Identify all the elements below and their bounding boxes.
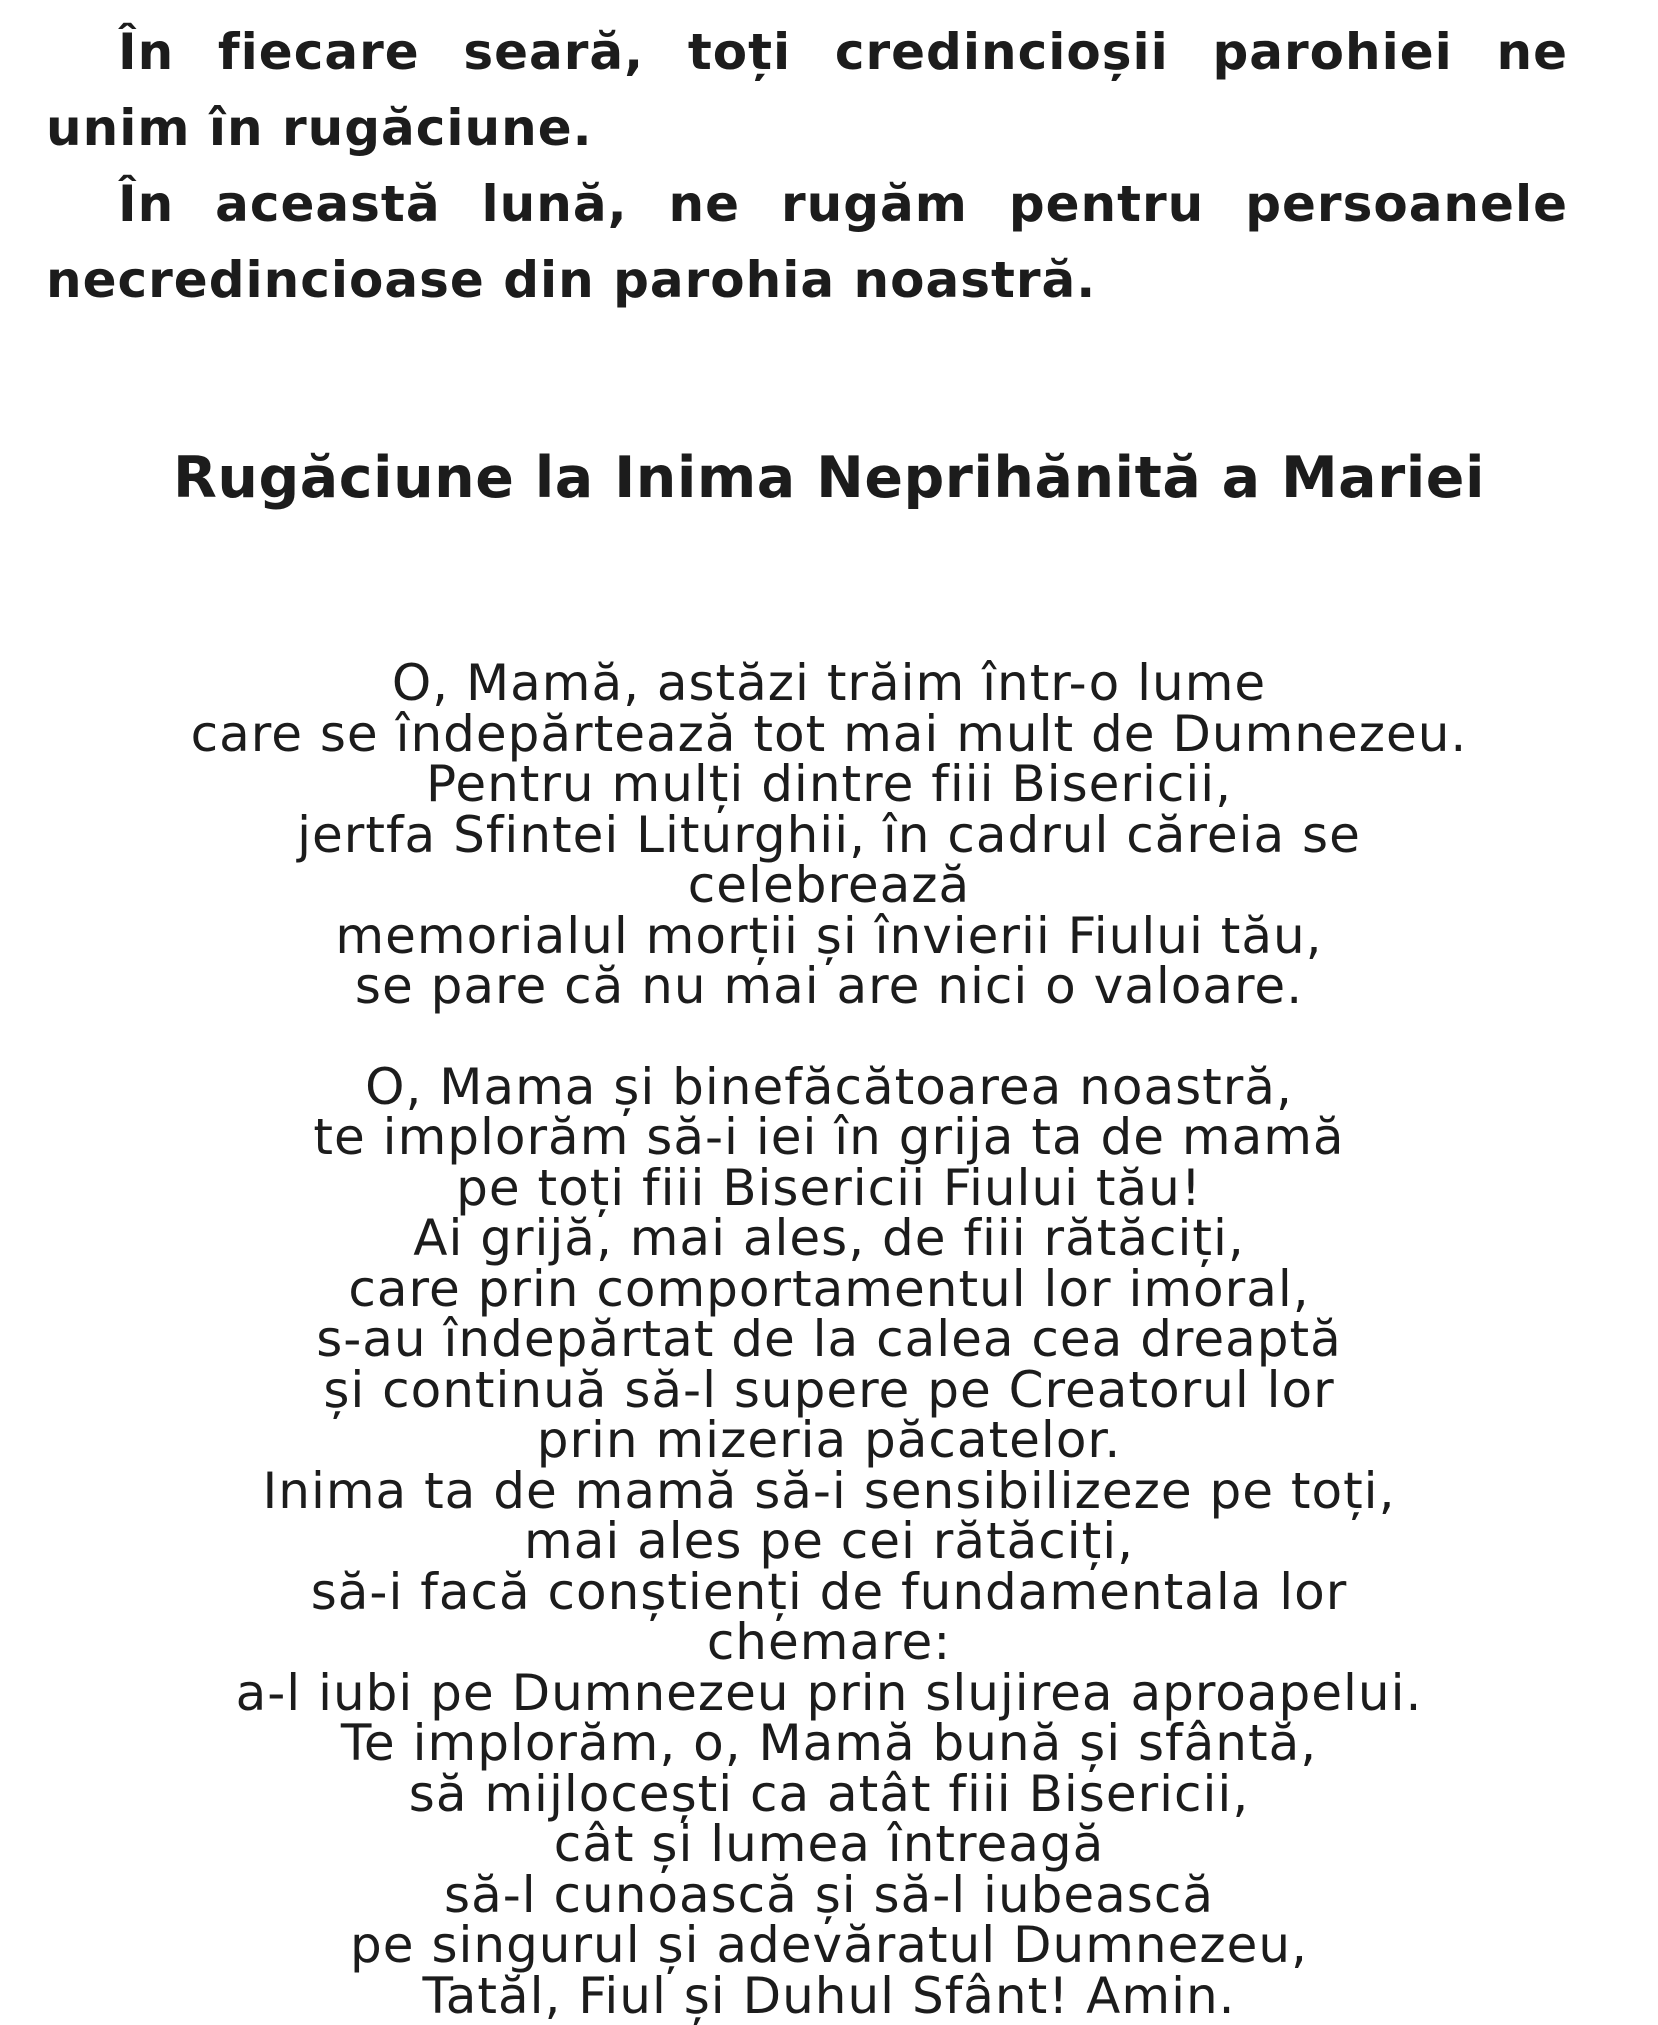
prayer-line: s-au îndepărtat de la calea cea dreaptă [316,1310,1342,1368]
prayer-line: care prin comportamentul lor imoral, [348,1259,1310,1318]
prayer-line: cât și lumea întreagă [553,1815,1105,1873]
prayer-stanza [0,654,1658,1015]
prayer-line: mai ales pe cei rătăciți, [523,1512,1134,1570]
prayer-line: pe toți fiii Bisericii Fiului tău! [456,1158,1202,1217]
prayer-stanza [0,1057,1658,2025]
prayer-line: și continuă să-l supere pe Creatorul lor [323,1360,1335,1419]
prayer-line: Te implorăm, o, Mamă bună și sfântă, [340,1714,1318,1772]
prayer-line: se pare că nu mai are nici o valoare. [354,957,1304,1015]
prayer-line: a-l iubi pe Dumnezeu prin slujirea aproapelui. [235,1663,1423,1722]
prayer-line: jertfa Sfintei Liturghii, în cadrul căreia se [297,805,1361,864]
prayer-line: pe singurul și adevăratul Dumnezeu, [350,1916,1308,1974]
prayer-line: să-l cunoască și să-l iubească [444,1865,1214,1924]
prayer-line: Pentru mulți dintre fiii Bisericii, [425,755,1233,813]
intro-text [46,14,1568,318]
prayer-line: să-i facă conștienți de fundamentala lor [310,1562,1348,1621]
prayer-text [0,654,1658,2025]
prayer-title: Rugăciune la Inima Neprihănită a Mariei [173,445,1485,511]
prayer-line: care se îndepărtează tot mai mult de Dumnezeu. [190,704,1468,763]
intro-paragraph: În fiecare seară, toți credincioșii parohiei ne unim în rugăciune. [46,23,1568,157]
prayer-line: Inima ta de mamă să-i sensibilizeze pe toți, [262,1461,1396,1520]
prayer-line: memorialul morții și învierii Fiului tău, [335,906,1323,965]
prayer-line: O, Mama și binefăcătoarea noastră, [365,1057,1293,1116]
prayer-line: Ai grijă, mai ales, de fiii rătăciți, [413,1209,1245,1267]
intro-paragraph: În această lună, ne rugăm pentru persoanele necredincioase din parohia noastră. [46,175,1568,309]
prayer-line: prin mizeria păcatelor. [536,1411,1122,1469]
prayer-line: Tatăl, Fiul și Duhul Sfânt! Amin. [422,1966,1236,2025]
prayer-line: chemare: [706,1613,952,1671]
prayer-line: te implorăm să-i iei în grija ta de mamă [313,1108,1345,1166]
prayer-line: să mijlocești ca atât fiii Bisericii, [408,1764,1250,1823]
prayer-line: celebrează [687,856,971,914]
prayer-line: O, Mamă, astăzi trăim într-o lume [391,654,1267,712]
